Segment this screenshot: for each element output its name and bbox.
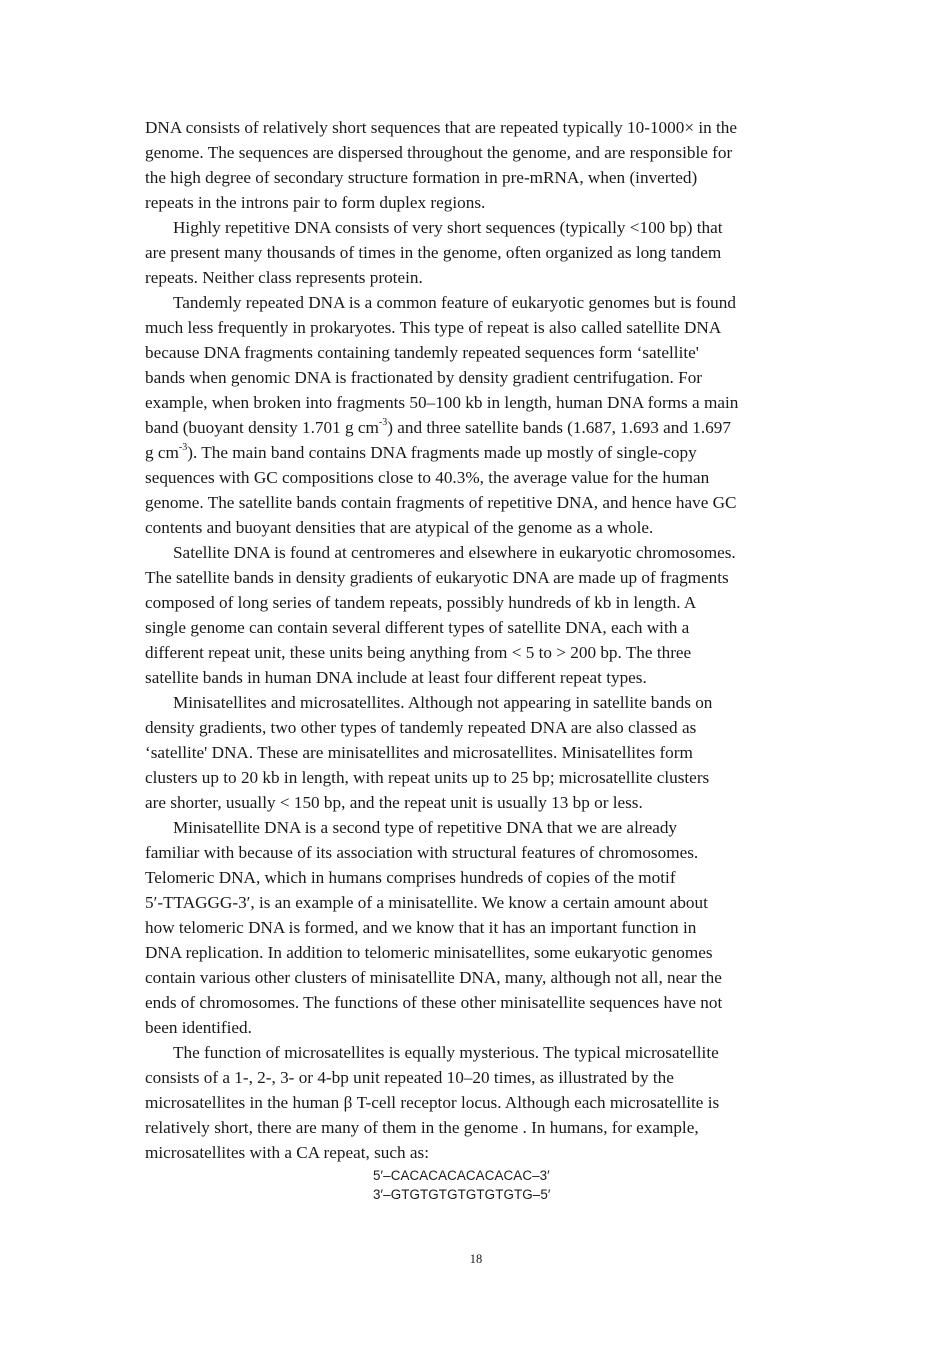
- text-line: Minisatellites and microsatellites. Although not appearing in satellite bands on: [173, 693, 713, 712]
- page-body: [145, 115, 810, 1165]
- text-line: because DNA fragments containing tandemly repeated sequences form ‘satellite': [145, 343, 699, 362]
- text-line: are shorter, usually < 150 bp, and the repeat unit is usually 13 bp or less.: [145, 793, 643, 812]
- text-line: genome. The sequences are dispersed throughout the genome, and are responsible for: [145, 143, 733, 162]
- text-line: much less frequently in prokaryotes. This type of repeat is also called satellite DNA: [145, 318, 722, 337]
- text-line: the high degree of secondary structure formation in pre-mRNA, when (inverted): [145, 168, 698, 187]
- text-line: Tandemly repeated DNA is a common feature of eukaryotic genomes but is found: [173, 293, 736, 312]
- text-line: genome. The satellite bands contain fragments of repetitive DNA, and hence have GC: [145, 493, 737, 512]
- text-line: single genome can contain several different types of satellite DNA, each with a: [145, 618, 690, 637]
- text-line: example, when broken into fragments 50–100 kb in length, human DNA forms a main: [145, 393, 739, 412]
- text-line-density: [145, 415, 810, 440]
- text-line: bands when genomic DNA is fractionated by density gradient centrifugation. For: [145, 368, 703, 387]
- text-line: relatively short, there are many of them in the genome . In humans, for example,: [145, 1118, 699, 1137]
- superscript: -3: [378, 417, 388, 429]
- text-line-density: [145, 440, 810, 465]
- ca-repeat-sequence: [373, 1166, 551, 1204]
- text-line: repeats in the introns pair to form duplex regions.: [145, 193, 486, 212]
- text-line: ends of chromosomes. The functions of these other minisatellite sequences have not: [145, 993, 723, 1012]
- superscript: -3: [178, 442, 188, 454]
- text-line: how telomeric DNA is formed, and we know that it has an important function in: [145, 918, 697, 937]
- paragraph-minisatellite-dna: [145, 815, 810, 1040]
- text-line: DNA consists of relatively short sequences that are repeated typically 10-1000× in the: [145, 118, 737, 137]
- text-line: The satellite bands in density gradients of eukaryotic DNA are made up of fragments: [145, 568, 729, 587]
- text-line: density gradients, two other types of tandemly repeated DNA are also classed as: [145, 718, 697, 737]
- text-line: 5′-TTAGGG-3′, is an example of a minisatellite. We know a certain amount about: [145, 893, 708, 912]
- bottom-strand: 3′–GTGTGTGTGTGTGTG–5′: [373, 1187, 551, 1202]
- text-fragment: band (buoyant density 1.701 g cm: [145, 418, 379, 437]
- paragraph-tandem-repeats: [145, 290, 810, 540]
- text-line: contents and buoyant densities that are atypical of the genome as a whole.: [145, 518, 654, 537]
- paragraph-satellite-dna: [145, 540, 810, 690]
- text-line: microsatellites in the human β T-cell receptor locus. Although each microsatellite is: [145, 1093, 720, 1112]
- text-line: composed of long series of tandem repeats, possibly hundreds of kb in length. A: [145, 593, 697, 612]
- text-line: are present many thousands of times in the genome, often organized as long tandem: [145, 243, 722, 262]
- text-line: satellite bands in human DNA include at least four different repeat types.: [145, 668, 647, 687]
- text-line: been identified.: [145, 1018, 252, 1037]
- text-fragment: g cm: [145, 443, 179, 462]
- text-line: Highly repetitive DNA consists of very short sequences (typically <100 bp) that: [173, 218, 723, 237]
- paragraph-highly-repetitive: [145, 215, 810, 290]
- text-line: microsatellites with a CA repeat, such as:: [145, 1143, 429, 1162]
- paragraph-moderately-repetitive: [145, 115, 810, 215]
- paragraph-microsatellite-function: [145, 1040, 810, 1165]
- text-line: clusters up to 20 kb in length, with repeat units up to 25 bp; microsatellite clusters: [145, 768, 710, 787]
- text-line: DNA replication. In addition to telomeric minisatellites, some eukaryotic genomes: [145, 943, 713, 962]
- text-line: The function of microsatellites is equally mysterious. The typical microsatellite: [173, 1043, 719, 1062]
- text-line: consists of a 1-, 2-, 3- or 4-bp unit repeated 10–20 times, as illustrated by the: [145, 1068, 674, 1087]
- text-line: repeats. Neither class represents protein.: [145, 268, 423, 287]
- page-number: 18: [469, 1252, 483, 1266]
- text-line: Telomeric DNA, which in humans comprises hundreds of copies of the motif: [145, 868, 676, 887]
- text-line: familiar with because of its association with structural features of chromosomes.: [145, 843, 699, 862]
- text-fragment: ) and three satellite bands (1.687, 1.693 and 1.697: [387, 418, 731, 437]
- paragraph-mini-micro-satellites: [145, 690, 810, 815]
- text-line: ‘satellite' DNA. These are minisatellites and microsatellites. Minisatellites form: [145, 743, 693, 762]
- text-line: Minisatellite DNA is a second type of repetitive DNA that we are already: [173, 818, 678, 837]
- text-line: different repeat unit, these units being anything from < 5 to > 200 bp. The three: [145, 643, 692, 662]
- text-line: sequences with GC compositions close to 40.3%, the average value for the human: [145, 468, 710, 487]
- text-line: contain various other clusters of minisatellite DNA, many, although not all, near the: [145, 968, 722, 987]
- text-fragment: ). The main band contains DNA fragments made up mostly of single-copy: [187, 443, 697, 462]
- top-strand: 5′–CACACACACACACAC–3′: [373, 1168, 550, 1183]
- text-line: Satellite DNA is found at centromeres and elsewhere in eukaryotic chromosomes.: [173, 543, 736, 562]
